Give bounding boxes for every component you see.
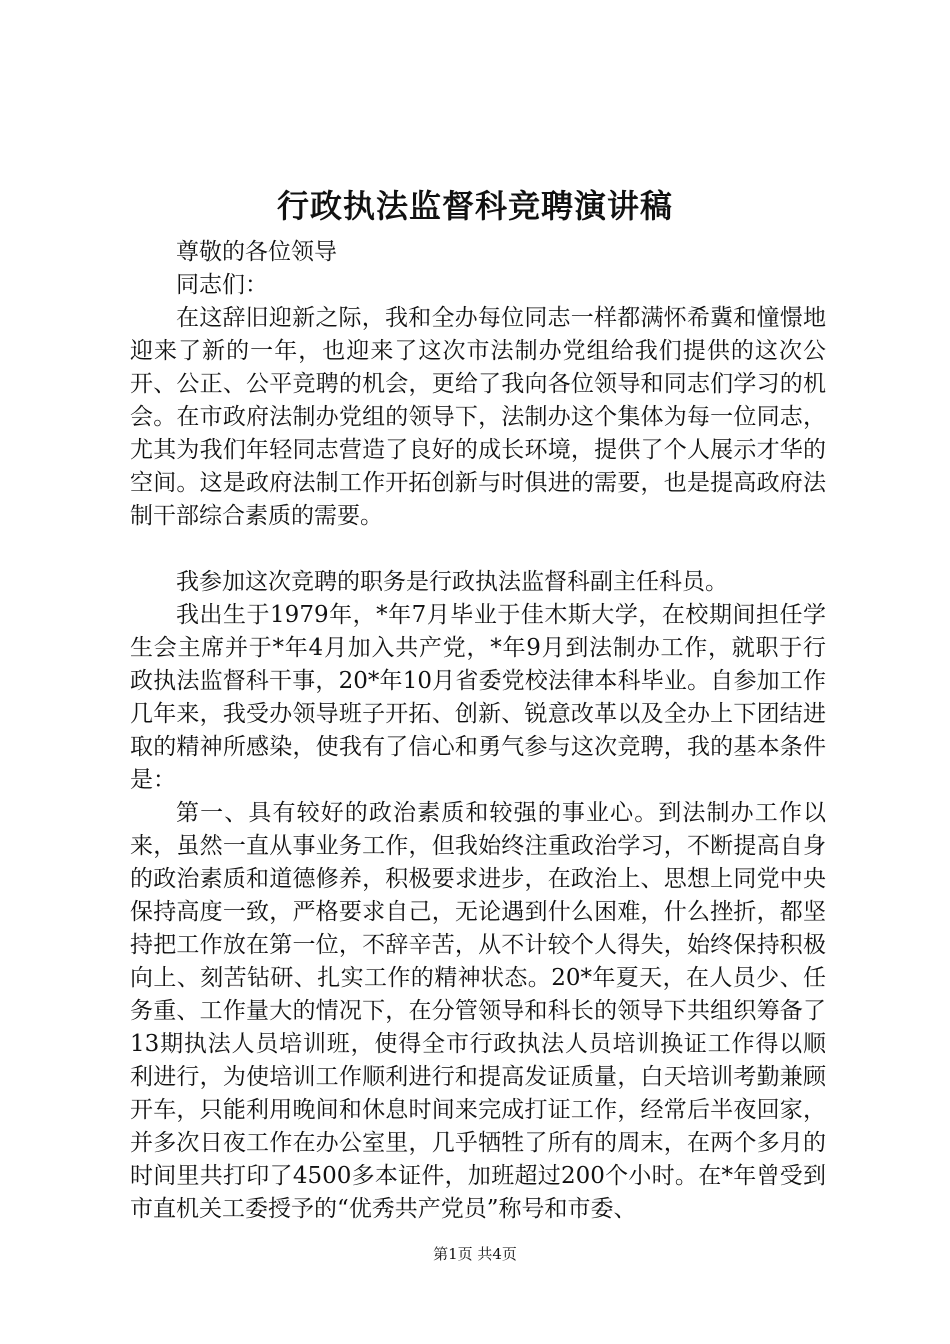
body-paragraph: 第一、具有较好的政治素质和较强的事业心。到法制办工作以来，虽然一直从事业务工作，但我始终注重政治学习，不断提高自身的政治素质和道德修养，积极要求进步，在政治上、思想上同党中央保持高度一致，严格要求自己，无论遇到什么困难，什么挫折，都坚持把工作放在第一位，不辞辛苦，从不计较个人得失，始终保持积极向上、刻苦钻研、扎实工作的精神状态。20*年夏天，在人员少、任务重、工作量大的情况下，在分管领导和科长的领导下共组织筹备了13期执法人员培训班，使得全市行政执法人员培训换证工作得以顺利进行，为使培训工作顺利进行和提高发证质量，白天培训考勤兼顾开车，只能利用晚间和休息时间来完成打证工作，经常后半夜回家，并多次日夜工作在办公室里，几乎牺牲了所有的周末，在两个多月的时间里共打印了4500多本证件，加班超过200个小时。在*年曾受到市直机关工委授予的“优秀共产党员”称号和市委、	[130, 800, 826, 1222]
document-title: 行政执法监督科竞聘演讲稿	[276, 187, 673, 225]
page-footer	[0, 1244, 950, 1264]
body-paragraph: 我参加这次竞聘的职务是行政执法监督科副主任科员。	[176, 569, 728, 595]
document-body	[130, 236, 826, 1226]
body-paragraph: 我出生于1979年，*年7月毕业于佳木斯大学，在校期间担任学生会主席并于*年4月加入共产党，*年9月到法制办工作，就职于行政执法监督科干事，20*年10月省委党校法律本科毕业。自参加工作几年来，我受办领导班子开拓、创新、锐意改革以及全办上下团结进取的精神所感染，使我有了信心和勇气参与这次竞聘，我的基本条件是：	[130, 602, 826, 793]
page-indicator: 第1页 共4页	[433, 1245, 517, 1263]
salutation-line: 尊敬的各位领导	[176, 239, 337, 265]
body-paragraph: 在这辞旧迎新之际，我和全办每位同志一样都满怀希冀和憧憬地迎来了新的一年，也迎来了这次市法制办党组给我们提供的这次公开、公正、公平竞聘的机会，更给了我向各位领导和同志们学习的机会。在市政府法制办党组的领导下，法制办这个集体为每一位同志，尤其为我们年轻同志营造了良好的成长环境，提供了个人展示才华的空间。这是政府法制工作开拓创新与时俱进的需要，也是提高政府法制干部综合素质的需要。	[130, 305, 826, 529]
salutation-line: 同志们：	[176, 272, 268, 298]
